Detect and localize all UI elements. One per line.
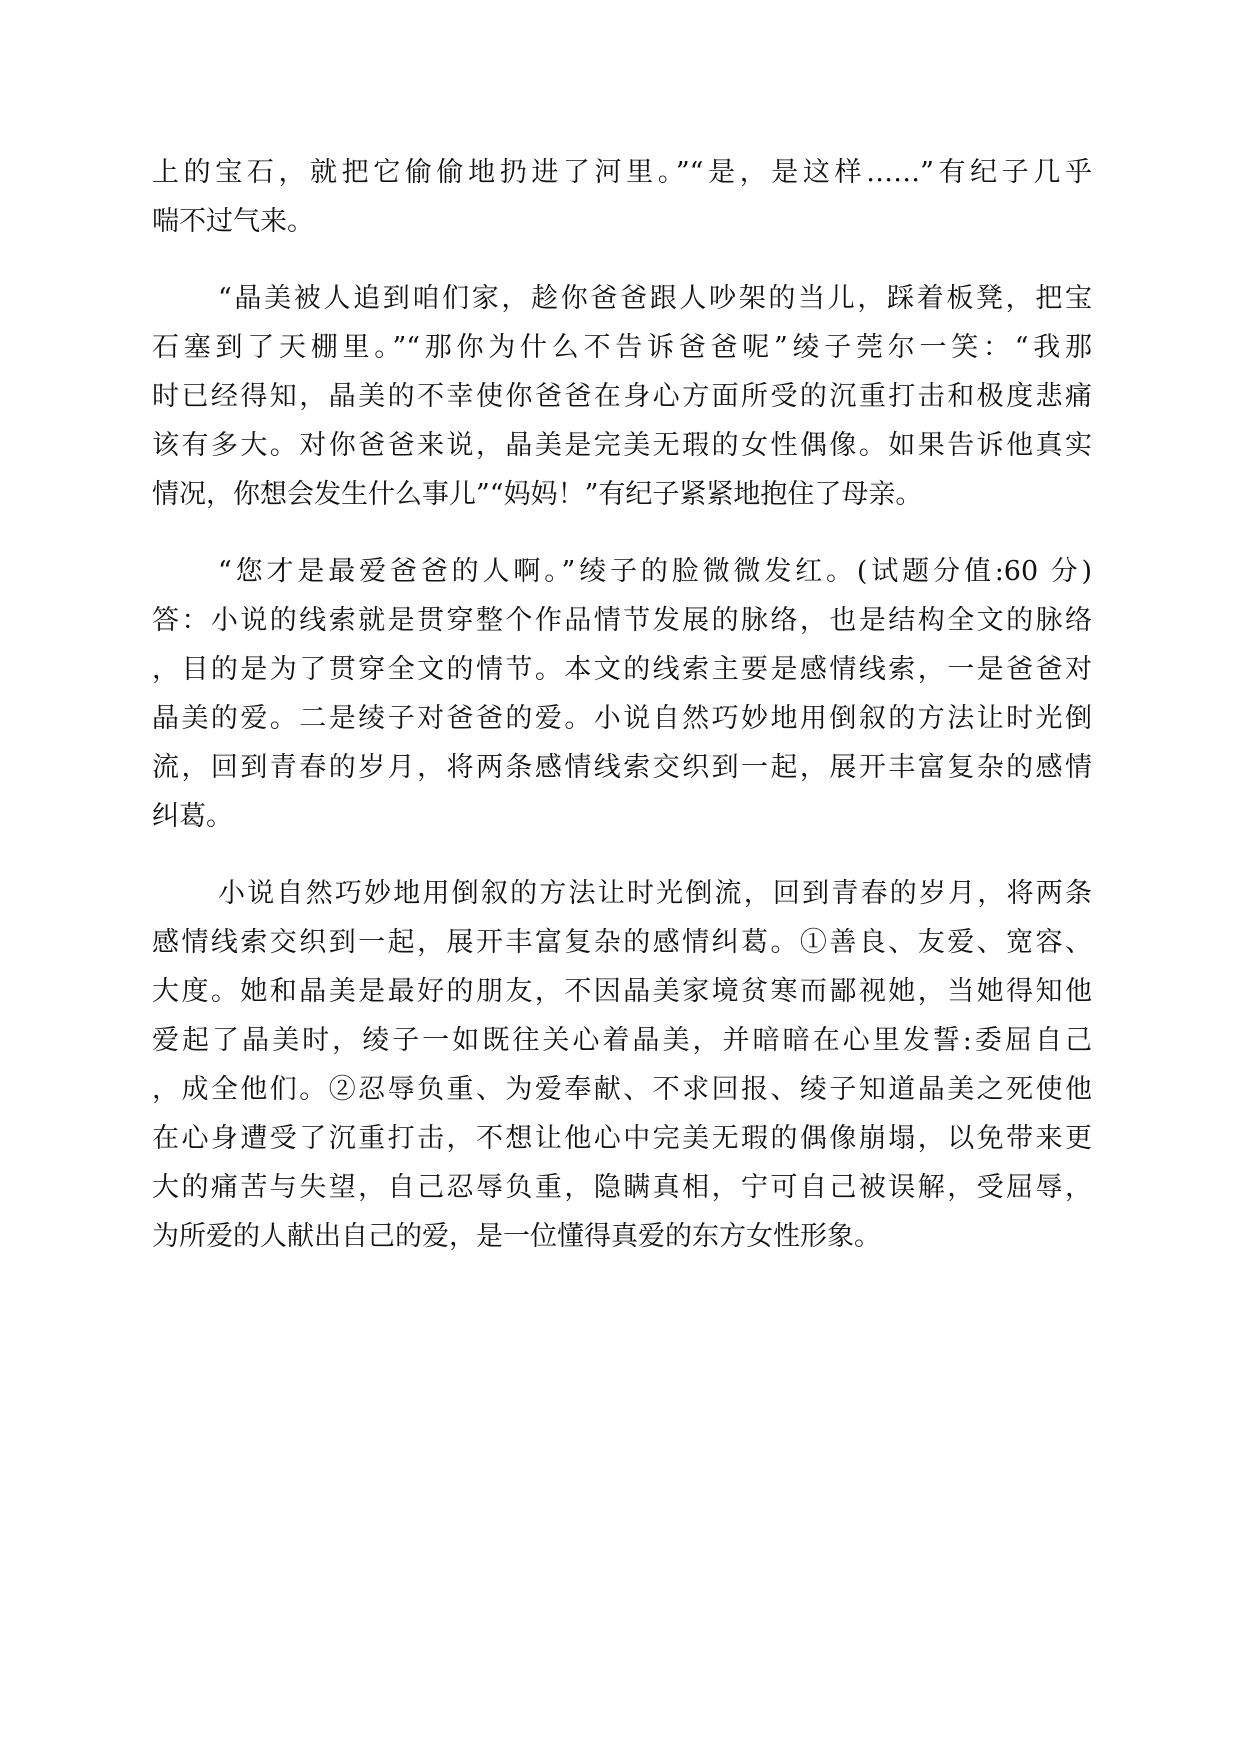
paragraph-3	[152, 547, 1092, 841]
text-line: 流，回到青春的岁月，将两条感情线索交织到一起，展开丰富复杂的感情	[152, 752, 1092, 783]
text-line: ，成全他们。②忍辱负重、为爱奉献、不求回报、绫子知道晶美之死使他	[152, 1074, 1092, 1105]
text-line: 喘不过气来。	[152, 206, 314, 237]
text-line: 纠葛。	[152, 801, 233, 832]
text-line: 在心身遭受了沉重打击，不想让他心中完美无瑕的偶像崩塌，以免带来更	[152, 1123, 1092, 1154]
text-line: “您才是最爱爸爸的人啊。”绫子的脸微微发红。(试题分值:60 分)	[218, 556, 1092, 587]
paragraph-2	[152, 274, 1092, 519]
text-line: 该有多大。对你爸爸来说，晶美是完美无瑕的女性偶像。如果告诉他真实	[152, 430, 1092, 461]
text-line: 石塞到了天棚里。”“那你为什么不告诉爸爸呢”绫子莞尔一笑：“我那	[152, 332, 1092, 363]
paragraph-4	[152, 869, 1092, 1261]
text-line: 答：小说的线索就是贯穿整个作品情节发展的脉络，也是结构全文的脉络	[152, 605, 1092, 636]
text-line: 上的宝石，就把它偷偷地扔进了河里。”“是，是这样……”有纪子几乎	[152, 157, 1092, 188]
text-line: 晶美的爱。二是绫子对爸爸的爱。小说自然巧妙地用倒叙的方法让时光倒	[152, 703, 1092, 734]
text-line: 情况，你想会发生什么事儿”“妈妈！”有纪子紧紧地抱住了母亲。	[152, 479, 923, 510]
text-line: ，目的是为了贯穿全文的情节。本文的线索主要是感情线索，一是爸爸对	[152, 654, 1092, 685]
text-line: 小说自然巧妙地用倒叙的方法让时光倒流，回到青春的岁月，将两条	[218, 878, 1092, 909]
text-line: 感情线索交织到一起，展开丰富复杂的感情纠葛。①善良、友爱、宽容、	[152, 927, 1092, 958]
paragraph-1	[152, 148, 1092, 246]
document-body	[152, 148, 1092, 1289]
text-line: 为所爱的人献出自己的爱，是一位懂得真爱的东方女性形象。	[152, 1221, 881, 1252]
text-line: 大度。她和晶美是最好的朋友，不因晶美家境贫寒而鄙视她，当她得知他	[152, 976, 1092, 1007]
text-line: 时已经得知，晶美的不幸使你爸爸在身心方面所受的沉重打击和极度悲痛	[152, 381, 1092, 412]
text-line: “晶美被人追到咱们家，趁你爸爸跟人吵架的当儿，踩着板凳，把宝	[218, 283, 1092, 314]
text-line: 爱起了晶美时，绫子一如既往关心着晶美，并暗暗在心里发誓:委屈自己	[152, 1025, 1092, 1056]
text-line: 大的痛苦与失望，自己忍辱负重，隐瞒真相，宁可自己被误解，受屈辱，	[152, 1172, 1092, 1203]
